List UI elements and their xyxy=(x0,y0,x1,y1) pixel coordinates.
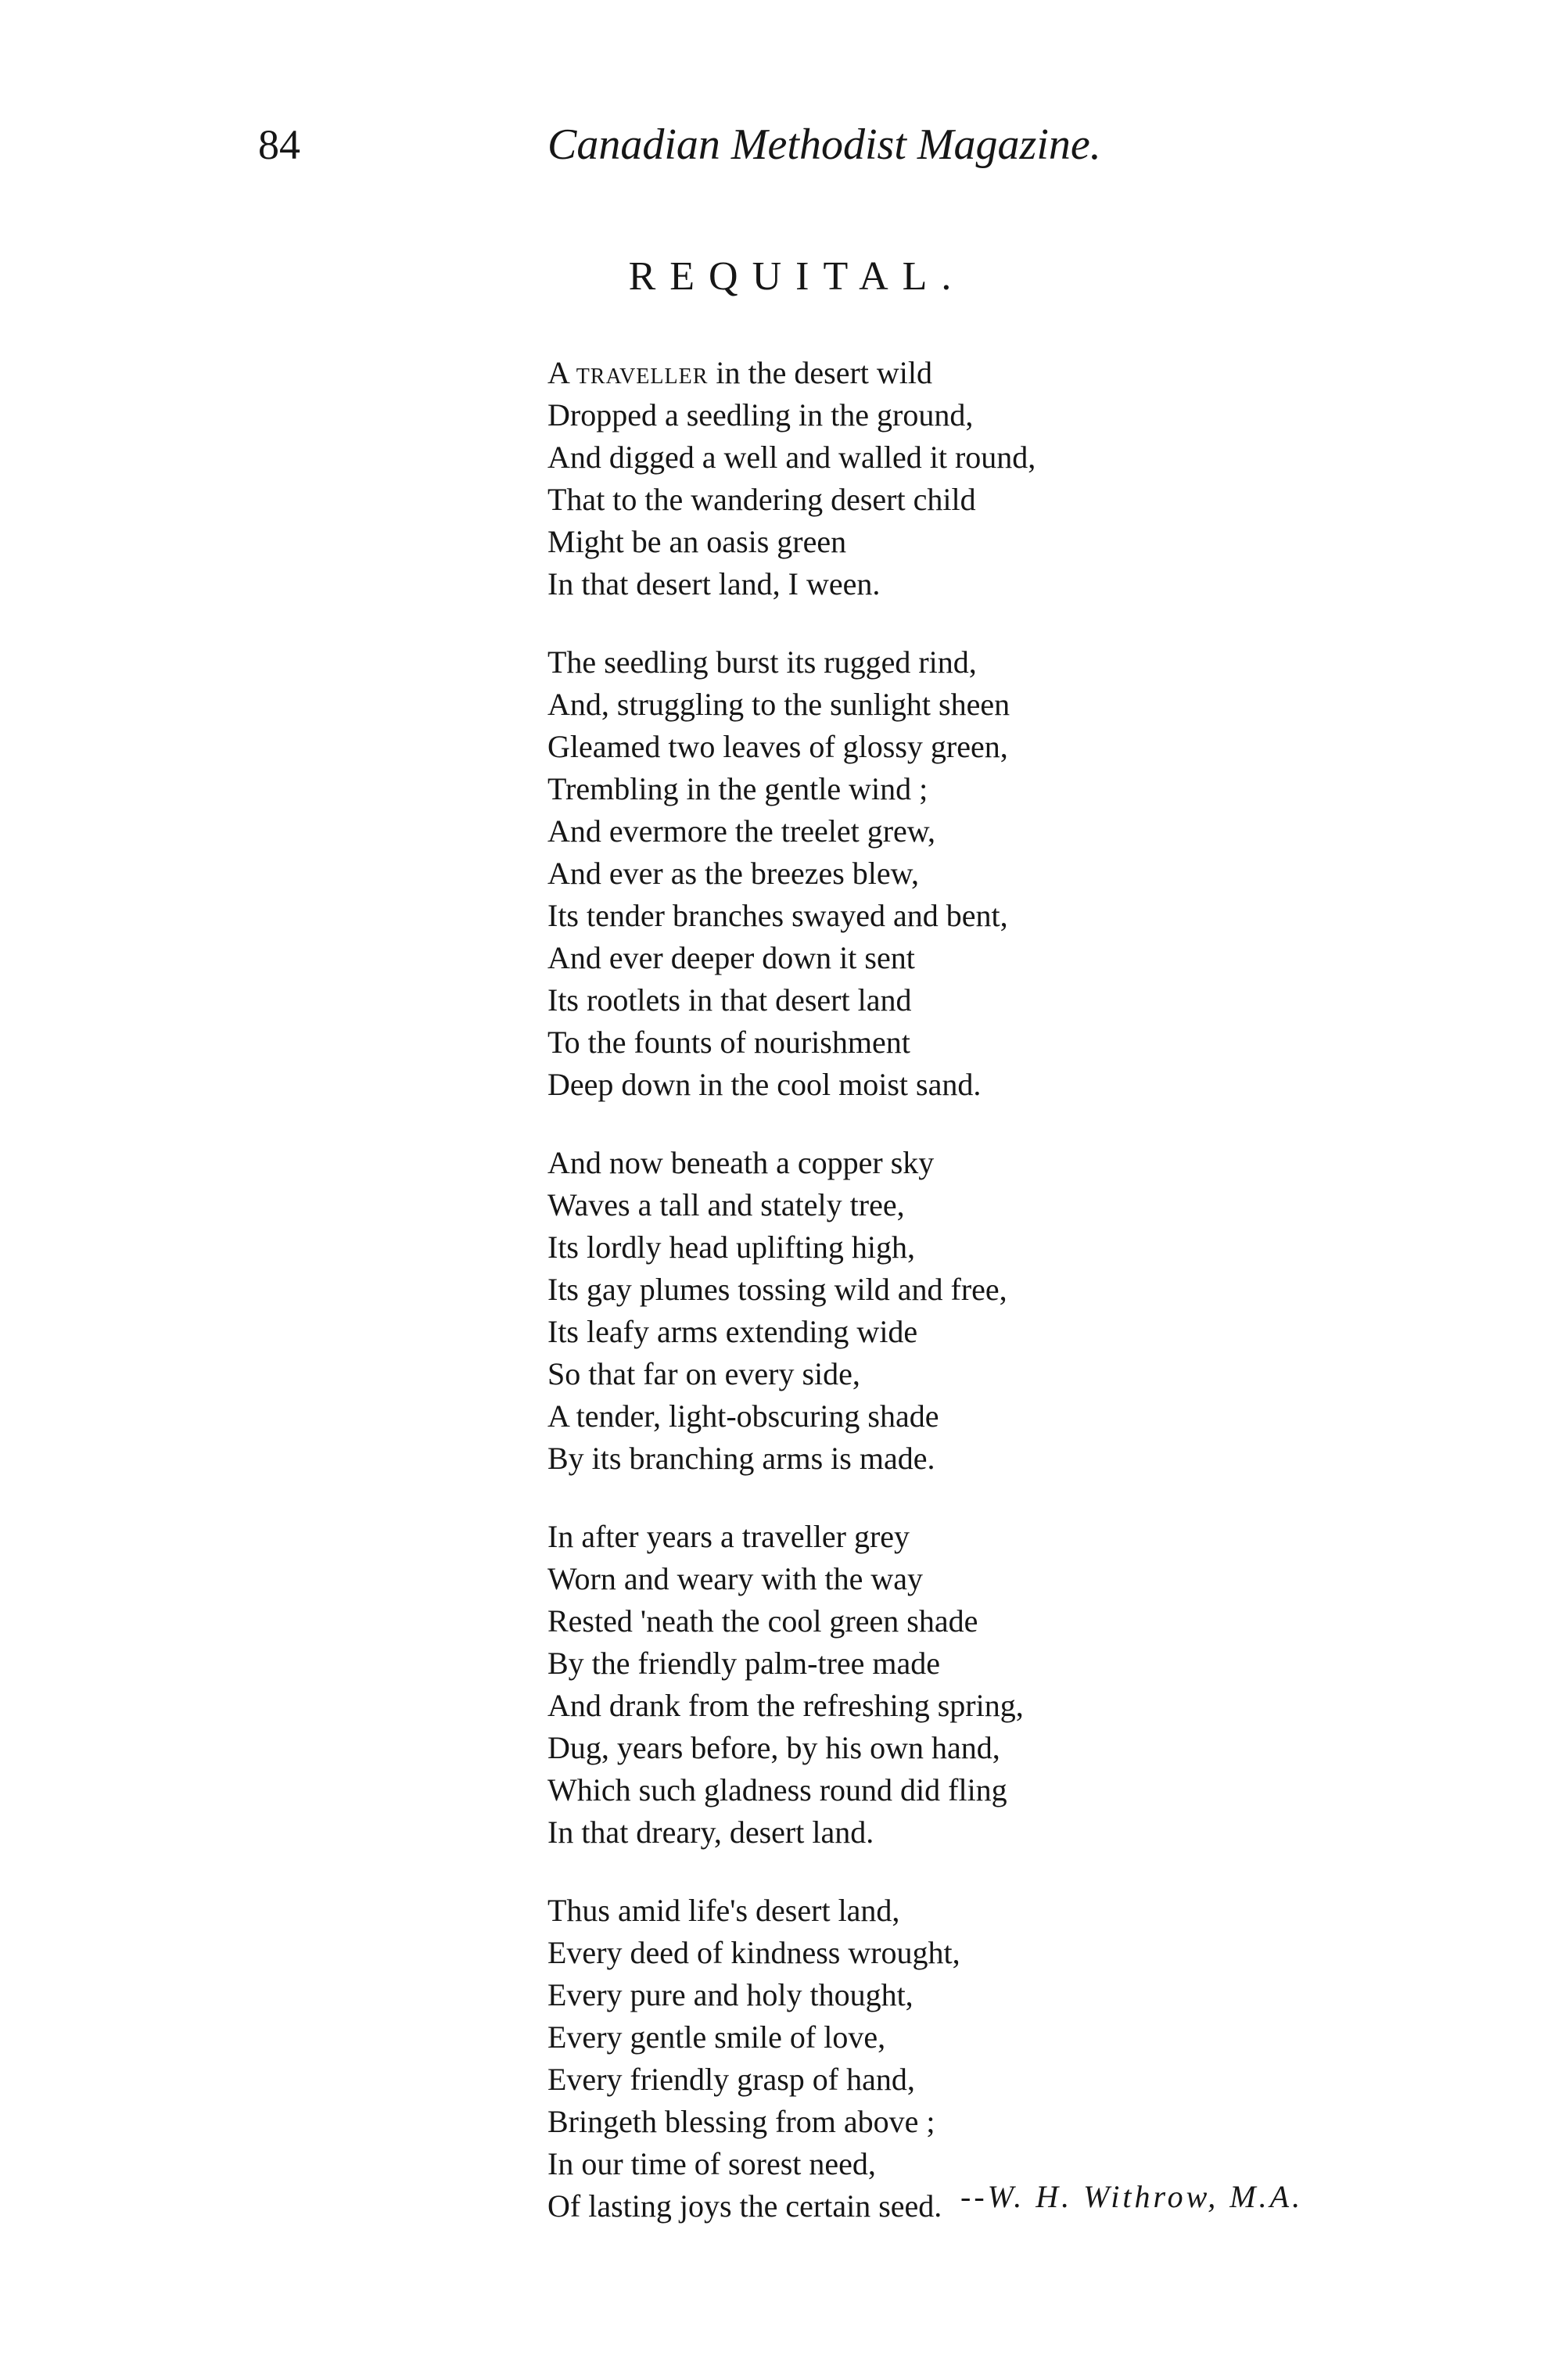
poem-line: That to the wandering desert child xyxy=(547,482,976,517)
poem-line: Worn and weary with the way xyxy=(547,1561,923,1596)
stanza-2 xyxy=(547,641,1408,1106)
poem-line: Its leafy arms extending wide xyxy=(547,1314,918,1349)
first-word-smallcaps: traveller xyxy=(576,355,709,390)
poem-line: In after years a traveller grey xyxy=(547,1519,910,1554)
poem-line: Of lasting joys the certain seed. xyxy=(547,2188,942,2224)
poem-line: The seedling burst its rugged rind, xyxy=(547,644,977,680)
poem-line: Every deed of kindness wrought, xyxy=(547,1935,960,1970)
poem-line: Its gay plumes tossing wild and free, xyxy=(547,1272,1007,1307)
poem-line: Its rootlets in that desert land xyxy=(547,982,912,1018)
poem-line: To the founts of nourishment xyxy=(547,1025,910,1060)
poem-line xyxy=(547,352,1408,394)
poem-line: And digged a well and walled it round, xyxy=(547,440,1036,475)
poem-line: In that dreary, desert land. xyxy=(547,1815,874,1850)
first-word: A xyxy=(547,355,569,390)
poem-line: A tender, light-obscuring shade xyxy=(547,1398,939,1434)
poem-line: By the friendly palm-tree made xyxy=(547,1646,941,1681)
poem-line: Dropped a seedling in the ground, xyxy=(547,397,974,433)
stanza-4 xyxy=(547,1516,1408,1854)
poem-line: And now beneath a copper sky xyxy=(547,1145,935,1180)
poem-line: Waves a tall and stately tree, xyxy=(547,1187,905,1222)
poem-line: Gleamed two leaves of glossy green, xyxy=(547,729,1008,764)
line-remainder: in the desert wild xyxy=(708,355,932,390)
poem-line: In that desert land, I ween. xyxy=(547,566,881,601)
poem-line: And ever as the breezes blew, xyxy=(547,856,919,891)
poem-line: In our time of sorest need, xyxy=(547,2146,876,2181)
poem-title: REQUITAL. xyxy=(628,254,966,299)
running-title: Canadian Methodist Magazine. xyxy=(547,120,1101,169)
poem-line: Deep down in the cool moist sand. xyxy=(547,1067,982,1102)
poem-line: Its tender branches swayed and bent, xyxy=(547,898,1008,933)
poem-line: By its branching arms is made. xyxy=(547,1441,935,1476)
stanza-3 xyxy=(547,1142,1408,1480)
poem-line: Which such gladness round did fling xyxy=(547,1772,1007,1807)
poem-line: And, struggling to the sunlight sheen xyxy=(547,687,1010,722)
poem-line: Every gentle smile of love, xyxy=(547,2019,886,2055)
poem-line: Rested 'neath the cool green shade xyxy=(547,1603,978,1639)
poem-line: Might be an oasis green xyxy=(547,524,847,559)
poem-line: And ever deeper down it sent xyxy=(547,940,915,975)
poem-line: So that far on every side, xyxy=(547,1356,860,1391)
poem-line: Thus amid life's desert land, xyxy=(547,1893,900,1928)
author-signature: --W. H. Withrow, M.A. xyxy=(960,2179,1304,2214)
poem-line: Dug, years before, by his own hand, xyxy=(547,1730,1000,1765)
poem-line: And drank from the refreshing spring, xyxy=(547,1688,1024,1723)
page-header xyxy=(258,117,1197,172)
poem-line: And evermore the treelet grew, xyxy=(547,813,936,849)
poem-line: Its lordly head uplifting high, xyxy=(547,1229,915,1265)
poem-line: Trembling in the gentle wind ; xyxy=(547,771,928,806)
page-number: 84 xyxy=(258,121,300,168)
stanza-1 xyxy=(547,352,1408,605)
poem-line: Bringeth blessing from above ; xyxy=(547,2104,935,2139)
poem-line: Every pure and holy thought, xyxy=(547,1977,913,2012)
poem-body xyxy=(547,352,1408,2263)
poem-line: Every friendly grasp of hand, xyxy=(547,2062,915,2097)
